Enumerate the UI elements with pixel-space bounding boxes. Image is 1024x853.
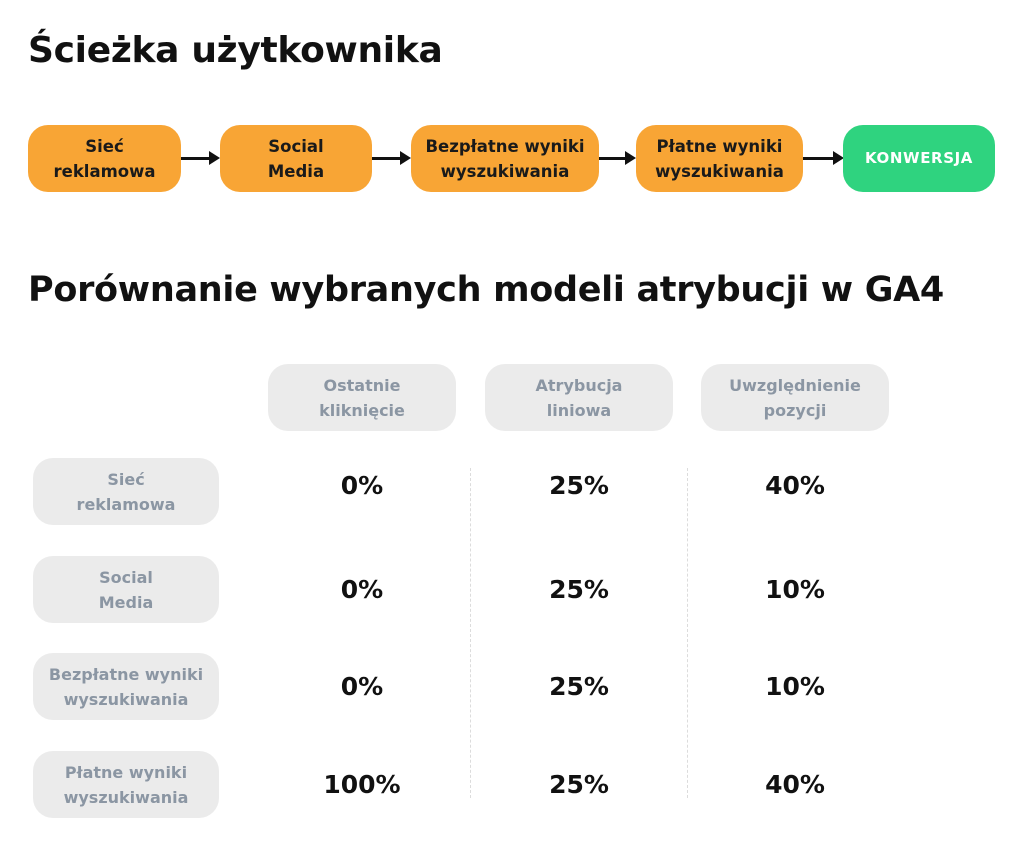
value-cell: 25%: [549, 575, 609, 604]
row-header-paid-search: Płatne wyniki wyszukiwania: [33, 751, 219, 818]
column-header-last-click: Ostatnie kliknięcie: [268, 364, 456, 431]
column-divider: [687, 468, 688, 798]
step-social-media: Social Media: [220, 125, 372, 192]
step-organic-search: Bezpłatne wyniki wyszukiwania: [411, 125, 599, 192]
value-cell: 10%: [765, 672, 825, 701]
column-divider: [470, 468, 471, 798]
row-header-display-network: Sieć reklamowa: [33, 458, 219, 525]
flow-arrow: [372, 157, 408, 160]
value-cell: 40%: [765, 471, 825, 500]
value-cell: 100%: [323, 770, 401, 799]
value-cell: 0%: [340, 575, 384, 604]
value-cell: 25%: [549, 770, 609, 799]
value-cell: 40%: [765, 770, 825, 799]
column-header-linear: Atrybucja liniowa: [485, 364, 673, 431]
value-cell: 0%: [340, 672, 384, 701]
step-conversion: KONWERSJA: [843, 125, 995, 192]
value-cell: 25%: [549, 471, 609, 500]
flow-arrow: [599, 157, 633, 160]
journey-title: Ścieżka użytkownika: [28, 30, 443, 71]
value-cell: 25%: [549, 672, 609, 701]
value-cell: 10%: [765, 575, 825, 604]
step-paid-search: Płatne wyniki wyszukiwania: [636, 125, 803, 192]
row-header-social-media: Social Media: [33, 556, 219, 623]
flow-arrow: [181, 157, 217, 160]
flow-arrow: [803, 157, 841, 160]
comparison-title: Porównanie wybranych modeli atrybucji w GA4: [28, 270, 944, 310]
step-display-network: Sieć reklamowa: [28, 125, 181, 192]
column-header-position-based: Uwzględnienie pozycji: [701, 364, 889, 431]
value-cell: 0%: [340, 471, 384, 500]
row-header-organic-search: Bezpłatne wyniki wyszukiwania: [33, 653, 219, 720]
